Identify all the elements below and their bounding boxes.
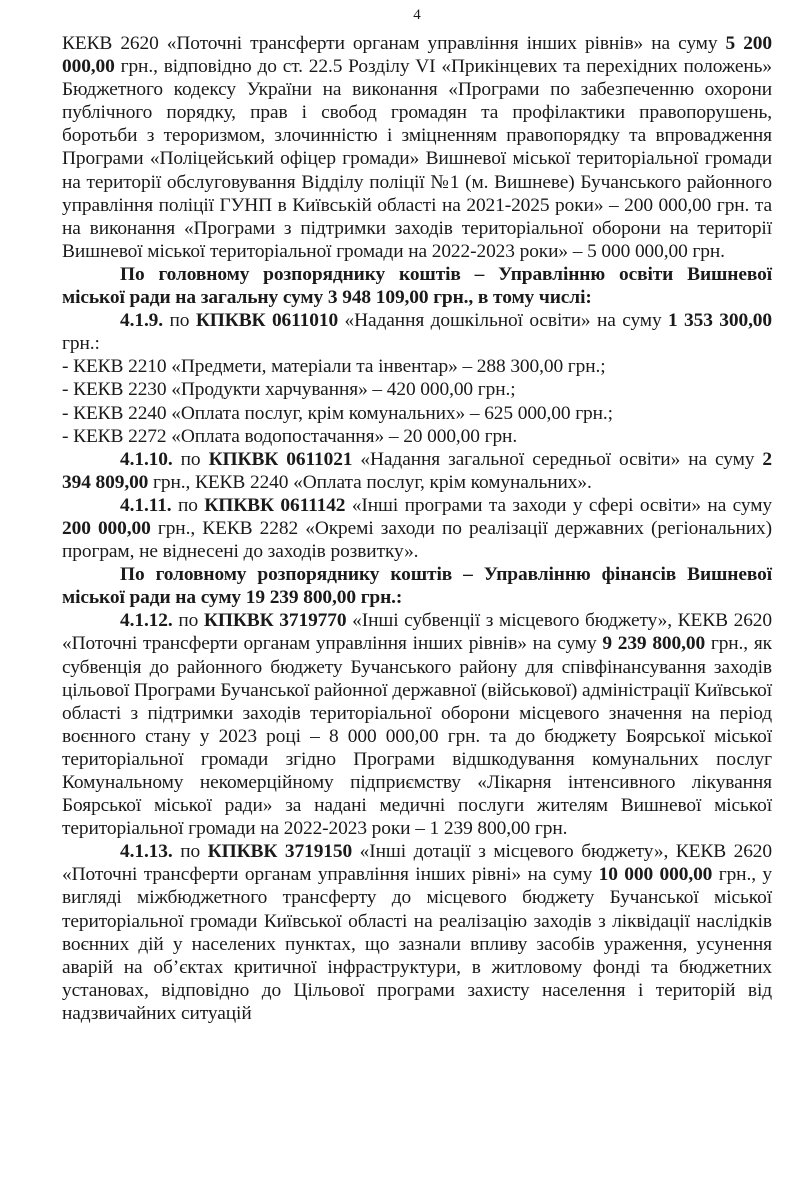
list-item: - КЕКВ 2230 «Продукти харчування» – 420 000,00 грн.; [62, 379, 516, 401]
amount: 10 000 000,00 [598, 864, 713, 886]
item-4-1-13 [62, 840, 772, 1025]
item-text: «Надання загальної середньої освіти» на суму [352, 448, 763, 470]
amount: 1 353 300,00 [668, 310, 773, 332]
item-text: по [172, 841, 208, 863]
item-text: по [163, 310, 196, 332]
paragraph-text: грн., відповідно до ст. 22.5 Розділу VI «Прикінцевих та перехідних положень» Бюджетного кодексу України на виконання «Програми по забезпеченню охорони публічного порядку, прав і свобод громадян та профілактики правопорушень, боротьби з тероризмом, злочинністю і зміцненням правопорядку та впровадження Програми «Поліцейський офіцер громади» Вишневої міської територіальної громади на території обслуговування Відділу поліції №1 (м. Вишневе) Бучанського районного управління поліції ГУНП в Київській області на 2021-2025 роки» – 200 000,00 грн. та на виконання «Програми з підтримки заходів територіальної оборони на території Вишневої міської територіальної громади на 2022-2023 роки» – 5 000 000,00 грн. [62, 56, 772, 262]
item-number: 4.1.12. [120, 610, 173, 632]
item-text: грн., як субвенція до районного бюджету Бучанського району для співфінансування заходів цільової Програми Бучанської районної державної (військової) адміністрації Київської області з підтримки заходів територіальної оборони місцевого значення на період воєнного стану у 2023 році – 8 000 000,00 грн. та до бюджету Боярської міської територіальної громади згідно Програми відшкодування комунальних послуг Комунальному некомерційному підприємству «Лікарня інтенсивного лікування Боярської міської ради» за надані медичні послуги жителям Вишневої міської територіальної громади на 2022-2023 роки – 1 239 800,00 грн. [62, 633, 772, 840]
list-item: - КЕКВ 2240 «Оплата послуг, крім комунальних» – 625 000,00 грн.; [62, 402, 613, 424]
page-number: 4 [413, 7, 421, 23]
item-4-1-11 [62, 494, 772, 563]
item-4-1-10 [62, 448, 772, 494]
list-item: - КЕКВ 2210 «Предмети, матеріали та інвентар» – 288 300,00 грн.; [62, 356, 606, 378]
section-heading-education [62, 263, 772, 309]
kekv-list [62, 355, 772, 447]
program-code: КПКВК 3719770 [203, 610, 347, 632]
program-code: КПКВК 0611010 [195, 310, 339, 332]
item-number: 4.1.13. [120, 841, 173, 863]
item-text: по [172, 610, 204, 632]
item-number: 4.1.10. [120, 448, 173, 470]
program-code: КПКВК 3719150 [207, 841, 353, 863]
amount: 2 394 809,00 [62, 448, 772, 493]
program-code: КПКВК 0611021 [208, 448, 353, 470]
item-number: 4.1.9. [120, 310, 164, 332]
heading-text: По головному розпоряднику коштів – Управлінню освіти Вишневої міської ради на загальну суму 3 948 109,00 грн., в тому числі: [62, 263, 772, 309]
amount: 200 000,00 [62, 517, 151, 539]
item-text: грн., у вигляді міжбюджетного трансферту до місцевого бюджету Бучанської міської територіальної громади Київської області на реалізацію заходів з ліквідації наслідків воєнних дій у населених пунктах, що зазнали впливу засобів ураження, усунення аварій на об’єктах критичної інфраструктури, в житловому фонді та бюджетних установах, відповідно до Цільової програми захисту населення і територій від надзвичайних ситуацій [62, 864, 772, 1024]
list-item: - КЕКВ 2272 «Оплата водопостачання» – 20 000,00 грн. [62, 425, 518, 447]
heading-text: По головному розпоряднику коштів – Управлінню фінансів Вишневої міської ради на суму 19 239 800,00 грн.: [62, 564, 772, 609]
paragraph-text: КЕКВ 2620 «Поточні трансферти органам управління інших рівнів» на суму [62, 33, 726, 54]
program-code: КПКВК 0611142 [204, 494, 346, 516]
item-4-1-12 [62, 609, 772, 840]
item-text: «Інші програми та заходи у сфері освіти» на суму [345, 494, 772, 516]
item-4-1-9 [62, 309, 772, 355]
item-text: «Інші субвенції з місцевого бюджету», КЕКВ 2620 «Поточні трансферти органам управління інших рівнів» на суму [62, 610, 773, 655]
item-text: по [172, 448, 209, 470]
amount: 5 200 000,00 [62, 33, 772, 78]
item-text: по [171, 494, 205, 516]
paragraph-kekv-2620 [62, 32, 772, 263]
item-number: 4.1.11. [120, 494, 172, 516]
item-text: «Інші дотації з місцевого бюджету», КЕКВ 2620 «Поточні трансферти органам управління інших рівні» на суму [62, 841, 772, 886]
item-text: «Надання дошкільної освіти» на суму [338, 310, 668, 332]
item-text: грн.: [62, 333, 100, 355]
item-text: грн., КЕКВ 2282 «Окремі заходи по реалізації державних (регіональних) програм, не віднесені до заходів розвитку». [62, 517, 772, 563]
amount: 9 239 800,00 [602, 633, 706, 655]
item-text: грн., КЕКВ 2240 «Оплата послуг, крім комунальних». [148, 471, 592, 493]
section-heading-finance [62, 563, 772, 609]
